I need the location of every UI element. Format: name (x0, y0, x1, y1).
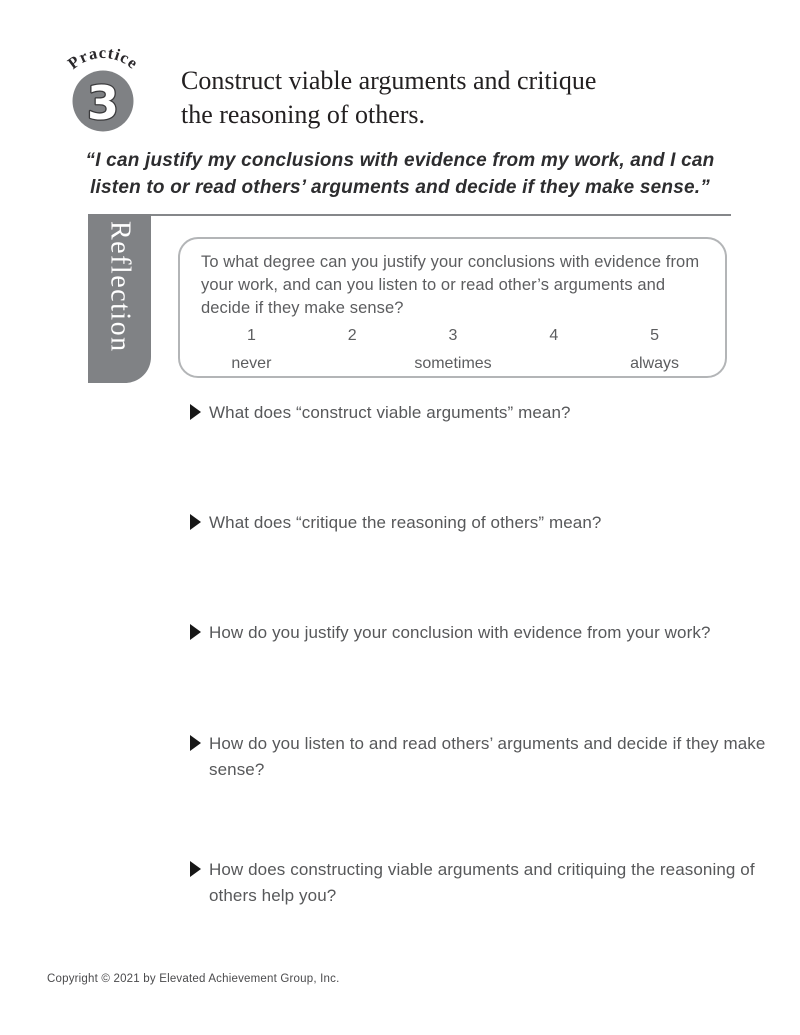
scale-option-4 (503, 327, 604, 373)
badge-arc-label: Practice (63, 42, 143, 73)
question-text: How do you listen to and read others’ arguments and decide if they make sense? (209, 734, 766, 779)
quote-line1: “I can justify my conclusions with evidence from my work, and I can (85, 150, 715, 171)
question-text: What does “critique the reasoning of others” mean? (209, 513, 602, 532)
question-item-2 (190, 510, 601, 536)
reflection-question: To what degree can you justify your conclusions with evidence from your work, and can you listen to or read other’s arguments and decide if they make sense? (201, 253, 700, 317)
scale-label: never (231, 355, 272, 372)
question-item-1 (190, 400, 571, 426)
reflection-rating-box (178, 237, 727, 378)
triangle-bullet-icon (190, 861, 201, 877)
question-item-3 (190, 620, 711, 646)
scale-number: 1 (246, 327, 256, 344)
scale-option-1 (201, 327, 302, 373)
scale-number: 4 (549, 327, 559, 344)
scale-option-3 (403, 327, 504, 373)
reflection-sidebar-tab (88, 214, 151, 383)
scale-number: 2 (347, 327, 357, 344)
section-divider-line (150, 214, 731, 216)
i-can-statement (50, 147, 750, 201)
rating-scale (201, 327, 705, 373)
scale-number: 5 (650, 327, 660, 344)
question-text: What does “construct viable arguments” mean? (209, 403, 571, 422)
question-text: How does constructing viable arguments and critiquing the reasoning of others help you? (209, 860, 755, 905)
triangle-bullet-icon (190, 404, 201, 420)
practice-badge (48, 40, 163, 155)
question-text: How do you justify your conclusion with evidence from your work? (209, 623, 711, 642)
scale-label: sometimes (414, 355, 492, 372)
question-item-5 (190, 857, 777, 909)
page-title-line2: the reasoning of others. (181, 100, 426, 129)
badge-number: 3 (86, 76, 120, 130)
quote-line2: listen to or read others’ arguments and decide if they make sense.” (90, 177, 710, 198)
scale-label: always (630, 355, 680, 372)
scale-option-5 (604, 327, 705, 373)
triangle-bullet-icon (190, 514, 201, 530)
copyright-notice: Copyright © 2021 by Elevated Achievement Group, Inc. (47, 973, 340, 985)
triangle-bullet-icon (190, 624, 201, 640)
page-title (181, 64, 741, 132)
scale-number: 3 (448, 327, 458, 344)
triangle-bullet-icon (190, 735, 201, 751)
reflection-tab-label: Reflection (104, 221, 136, 353)
question-item-4 (190, 731, 777, 783)
scale-option-2 (302, 327, 403, 373)
page-title-line1: Construct viable arguments and critique (181, 66, 597, 95)
